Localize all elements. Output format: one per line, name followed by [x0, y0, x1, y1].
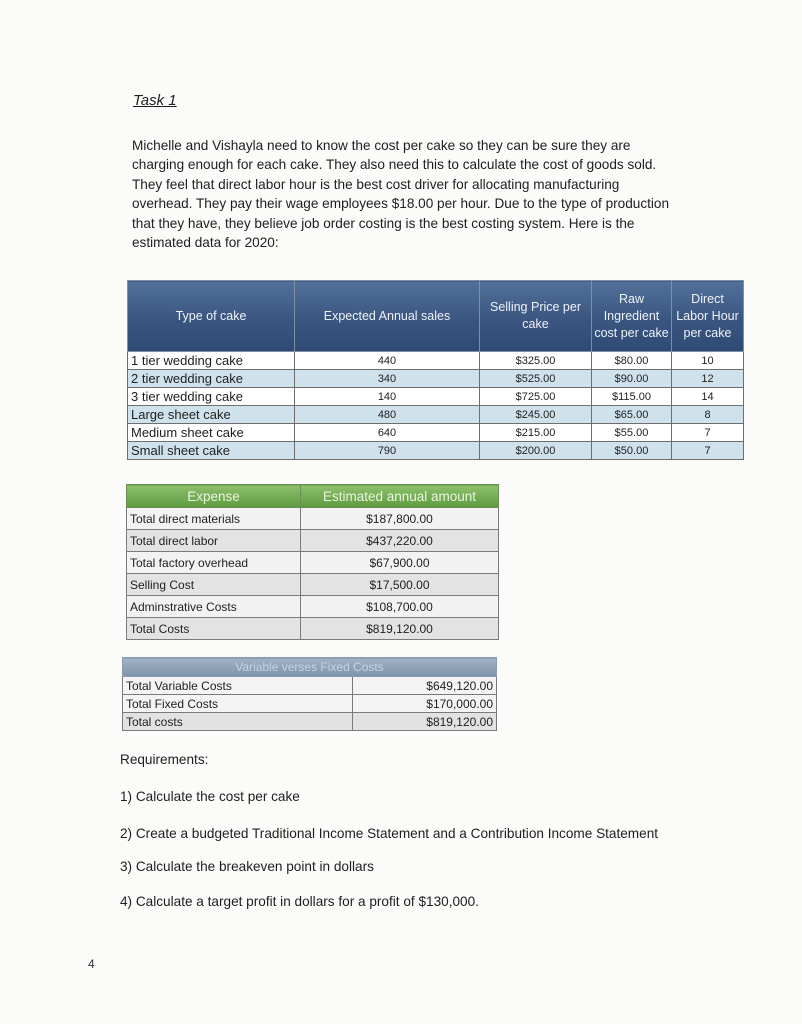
cost-label: Total Variable Costs — [123, 677, 353, 695]
labor-hours: 7 — [672, 424, 744, 442]
expense-amount: $67,900.00 — [301, 552, 499, 574]
cost-amount: $819,120.00 — [353, 713, 497, 731]
cost-label: Total costs — [123, 713, 353, 731]
requirement-item: 2) Create a budgeted Traditional Income Statement and a Contribution Income Statement — [120, 826, 659, 841]
cake-type: Large sheet cake — [128, 406, 295, 424]
expense-label: Total direct labor — [127, 530, 301, 552]
requirements-heading: Requirements: — [120, 752, 209, 767]
selling-price: $200.00 — [480, 442, 592, 460]
intro-line: Michelle and Vishayla need to know the cost per cake so they can be sure they are — [132, 138, 631, 153]
labor-hours: 7 — [672, 442, 744, 460]
ingredient-cost: $115.00 — [592, 388, 672, 406]
expense-label: Total factory overhead — [127, 552, 301, 574]
header-expected-annual-sales: Expected Annual sales — [295, 281, 480, 352]
labor-hours: 8 — [672, 406, 744, 424]
table-row — [128, 352, 744, 370]
ingredient-cost: $50.00 — [592, 442, 672, 460]
expected-sales: 480 — [295, 406, 480, 424]
table-row — [127, 508, 499, 530]
intro-line: They feel that direct labor hour is the best cost driver for allocating manufacturing — [132, 176, 620, 192]
table-row — [127, 618, 499, 640]
cake-table-header-row — [128, 281, 744, 352]
ingredient-cost: $80.00 — [592, 352, 672, 370]
expense-table — [126, 484, 499, 640]
header-direct-labor-hour: Direct Labor Hour per cake — [672, 281, 744, 352]
expense-label: Adminstrative Costs — [127, 596, 301, 618]
cake-type: 3 tier wedding cake — [128, 388, 295, 406]
table-row — [127, 552, 499, 574]
table-row — [123, 677, 497, 695]
expected-sales: 140 — [295, 388, 480, 406]
selling-price: $325.00 — [480, 352, 592, 370]
table-row — [123, 713, 497, 731]
expected-sales: 440 — [295, 352, 480, 370]
intro-paragraph — [132, 136, 732, 252]
ingredient-cost: $65.00 — [592, 406, 672, 424]
cost-label: Total Fixed Costs — [123, 695, 353, 713]
task-title: Task 1 — [133, 92, 177, 109]
intro-line: overhead. They pay their wage employees $18.00 per hour. Due to the type of production — [132, 196, 670, 212]
table-row — [128, 442, 744, 460]
selling-price: $525.00 — [480, 370, 592, 388]
expense-label: Selling Cost — [127, 574, 301, 596]
variable-fixed-table — [122, 657, 497, 731]
selling-price: $215.00 — [480, 424, 592, 442]
intro-line: estimated data for 2020: — [132, 235, 279, 251]
labor-hours: 12 — [672, 370, 744, 388]
expense-amount: $17,500.00 — [301, 574, 499, 596]
intro-line: charging enough for each cake. They also need this to calculate the cost of goods sold. — [132, 157, 657, 173]
expected-sales: 640 — [295, 424, 480, 442]
table-row — [128, 406, 744, 424]
table-row — [128, 424, 744, 442]
cost-amount: $649,120.00 — [353, 677, 497, 695]
header-selling-price: Selling Price per cake — [480, 281, 592, 352]
table-row — [128, 388, 744, 406]
expense-amount: $187,800.00 — [301, 508, 499, 530]
cake-type: Small sheet cake — [128, 442, 295, 460]
cake-type: 2 tier wedding cake — [128, 370, 295, 388]
header-raw-ingredient-cost: Raw Ingredient cost per cake — [592, 281, 672, 352]
expense-amount: $437,220.00 — [301, 530, 499, 552]
table-row — [127, 574, 499, 596]
intro-line: that they have, they believe job order costing is the best costing system. Here is the — [132, 215, 635, 231]
requirement-item: 1) Calculate the cost per cake — [120, 789, 300, 804]
header-type-of-cake: Type of cake — [128, 281, 295, 352]
ingredient-cost: $55.00 — [592, 424, 672, 442]
page-number: 4 — [88, 957, 95, 971]
vf-table-header-row — [123, 658, 497, 677]
table-row — [123, 695, 497, 713]
expense-table-header-row — [127, 485, 499, 508]
requirement-item: 4) Calculate a target profit in dollars for a profit of $130,000. — [120, 894, 479, 909]
expense-amount: $819,120.00 — [301, 618, 499, 640]
header-variable-verses-fixed: Variable verses Fixed Costs — [123, 658, 497, 677]
expected-sales: 790 — [295, 442, 480, 460]
expense-label: Total direct materials — [127, 508, 301, 530]
table-row — [127, 596, 499, 618]
header-expense: Expense — [127, 485, 301, 508]
cake-data-table — [127, 280, 744, 460]
expected-sales: 340 — [295, 370, 480, 388]
header-estimated-amount: Estimated annual amount — [301, 485, 499, 508]
cake-type: 1 tier wedding cake — [128, 352, 295, 370]
labor-hours: 10 — [672, 352, 744, 370]
cake-type: Medium sheet cake — [128, 424, 295, 442]
table-row — [128, 370, 744, 388]
table-row — [127, 530, 499, 552]
labor-hours: 14 — [672, 388, 744, 406]
expense-label: Total Costs — [127, 618, 301, 640]
selling-price: $245.00 — [480, 406, 592, 424]
ingredient-cost: $90.00 — [592, 370, 672, 388]
selling-price: $725.00 — [480, 388, 592, 406]
cost-amount: $170,000.00 — [353, 695, 497, 713]
requirement-item: 3) Calculate the breakeven point in dollars — [120, 859, 374, 874]
expense-amount: $108,700.00 — [301, 596, 499, 618]
